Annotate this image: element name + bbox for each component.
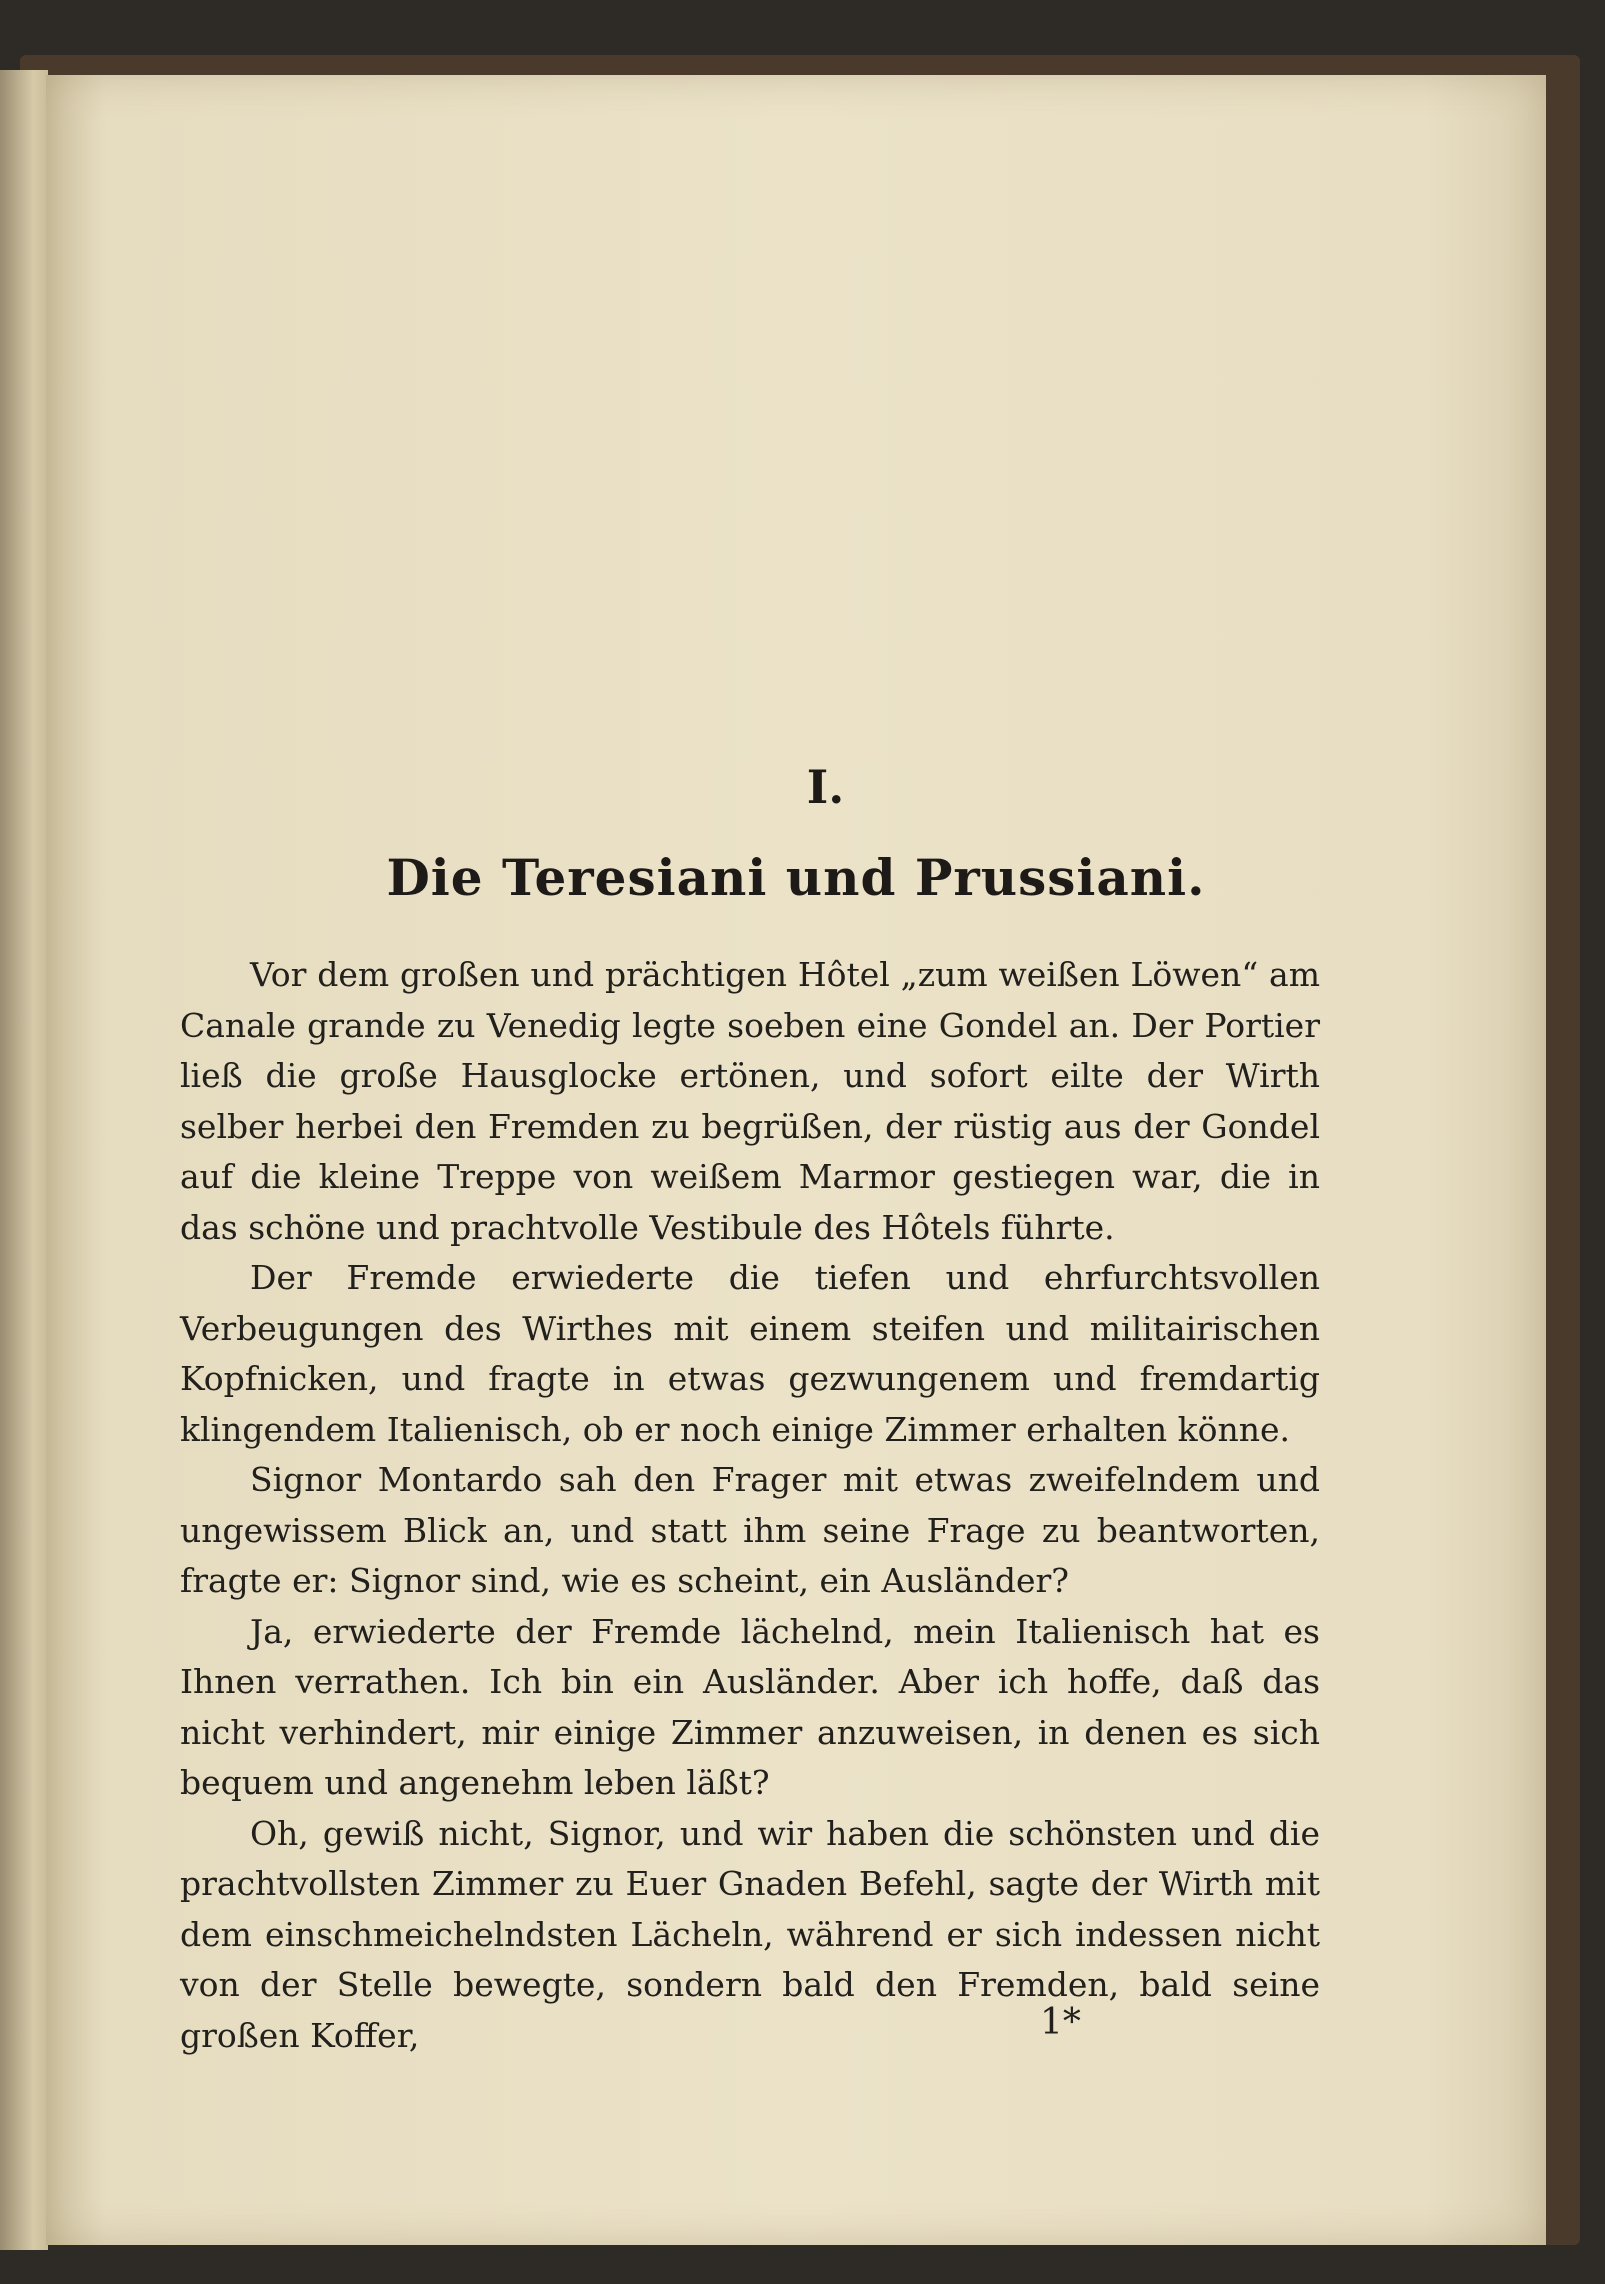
paragraph: Ja, erwiederte der Fremde lächelnd, mein Italienisch hat es Ihnen verrathen. Ich bin ein Ausländer. Aber ich hoffe, daß das nicht verhindert, mir einige Zimmer anzuweisen, in denen es sich bequem und angenehm leben läßt?: [180, 1611, 1320, 1802]
paragraph: Vor dem großen und prächtigen Hôtel „zum weißen Löwen“ am Canale grande zu Venedig legte soeben eine Gondel an. Der Portier ließ die große Hausglocke ertönen, und sofort eilte der Wirth selber herbei den Fremden zu begrüßen, der rüstig aus der Gondel auf die kleine Treppe von weißem Marmor gestiegen war, die in das schöne und prachtvolle Vestibule des Hôtels führte.: [180, 955, 1320, 1247]
body-text: [180, 950, 1320, 2061]
chapter-number: I.: [806, 760, 845, 814]
paragraph: Signor Montardo sah den Frager mit etwas zweifelndem und ungewissem Blick an, und statt ihm seine Frage zu beantworten, fragte er: Signor sind, wie es scheint, ein Ausländer?: [180, 1460, 1320, 1600]
paragraph: Oh, gewiß nicht, Signor, und wir haben die schönsten und die prachtvollsten Zimmer zu Euer Gnaden Befehl, sagte der Wirth mit dem einschmeichelndsten Lächeln, während er sich indessen nicht von der Stelle bewegte, sondern bald den Fremden, bald seine großen Koffer,: [180, 1813, 1320, 2055]
signature-mark: 1*: [1040, 2002, 1081, 2043]
chapter-title: Die Teresiani und Prussiani.: [386, 848, 1206, 907]
paragraph: Der Fremde erwiederte die tiefen und ehrfurchtsvollen Verbeugungen des Wirthes mit einem steifen und militairischen Kopfnicken, und fragte in etwas gezwungenem und fremdartig klingendem Italienisch, ob er noch einige Zimmer erhalten könne.: [180, 1258, 1320, 1449]
left-page-edge: [0, 70, 48, 2250]
